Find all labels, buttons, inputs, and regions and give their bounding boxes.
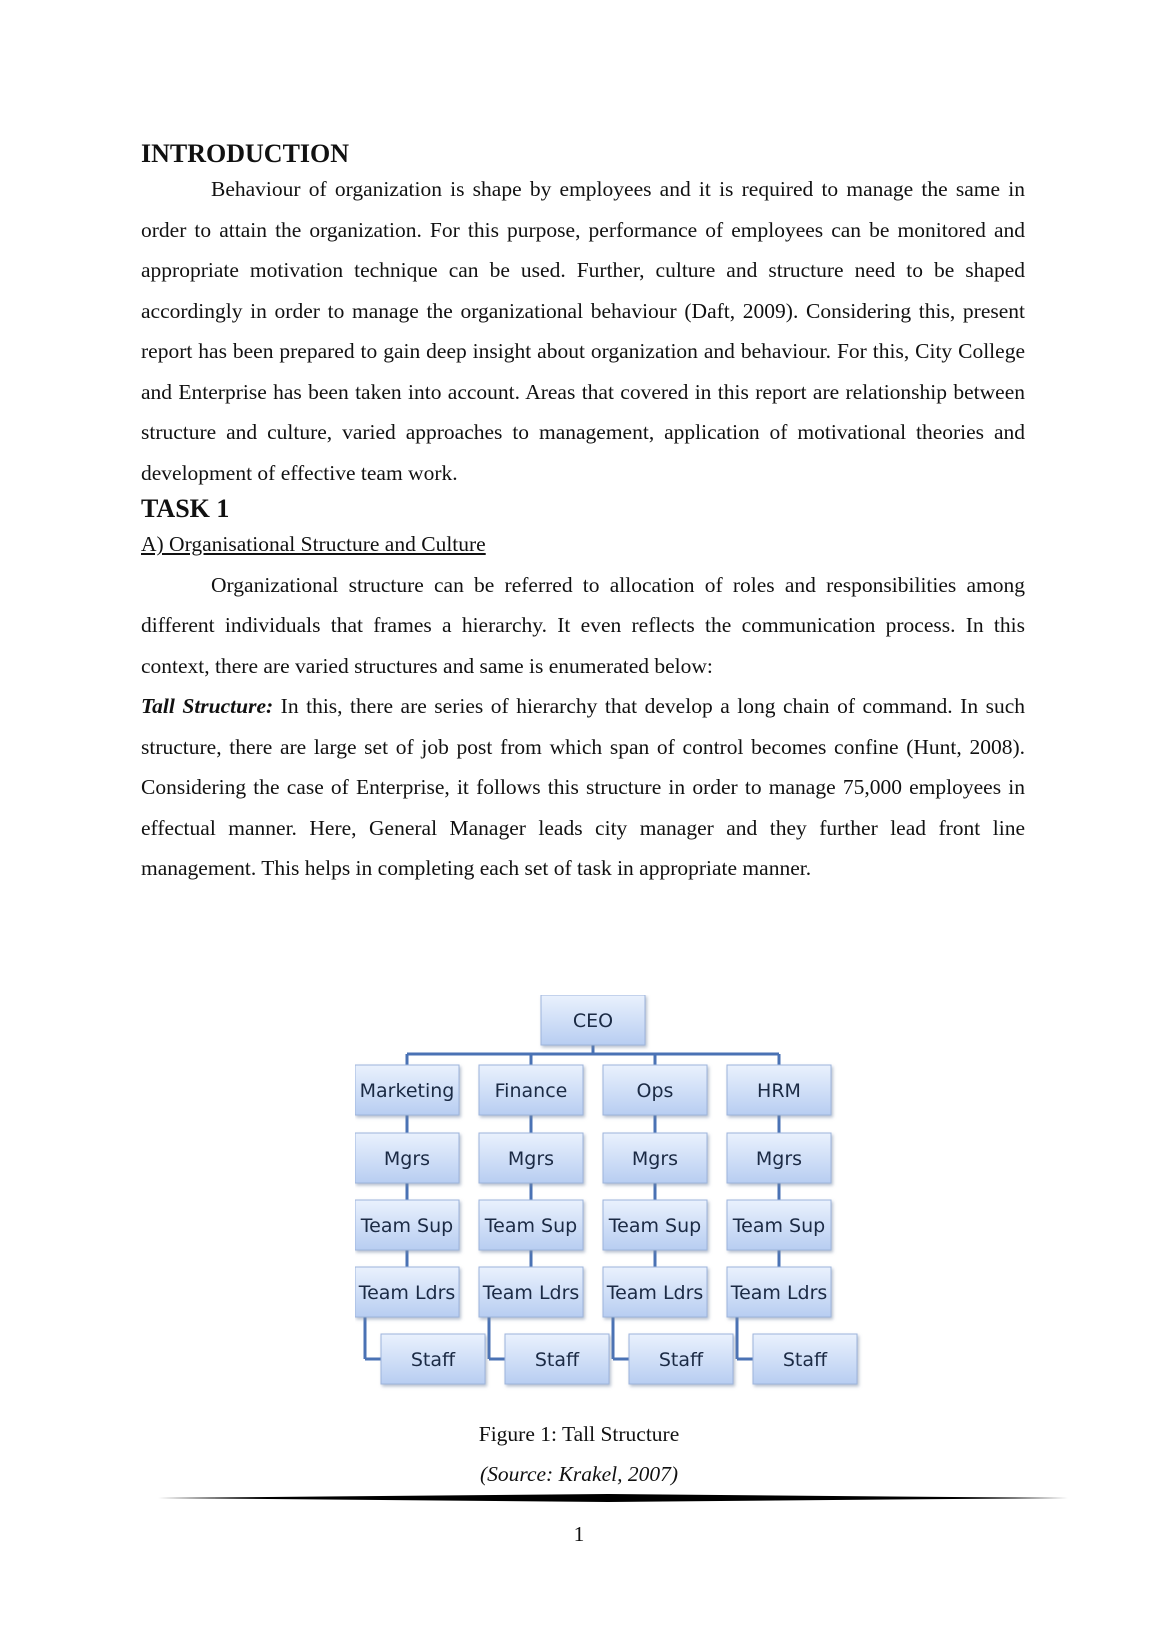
org-node-team-ldrs	[603, 1267, 707, 1317]
tall-structure-term: Tall Structure:	[141, 694, 274, 719]
org-node-dept-ops-label: Ops	[636, 1080, 674, 1102]
structure-culture-subheading: A) Organisational Structure and Culture	[141, 532, 486, 557]
org-node-team-ldrs	[727, 1267, 831, 1317]
org-node-staff	[505, 1334, 609, 1384]
org-node-staff-label: Staff	[534, 1349, 580, 1371]
org-node-staff	[753, 1334, 857, 1384]
introduction-heading: INTRODUCTION	[141, 139, 350, 168]
org-node-mgrs-label: Mgrs	[507, 1148, 555, 1170]
footer-rule	[158, 1492, 1068, 1504]
figure-source: (Source: Krakel, 2007)	[479, 1462, 679, 1486]
org-node-mgrs-label: Mgrs	[631, 1148, 679, 1170]
org-node-ceo-label: CEO	[572, 1010, 614, 1032]
org-node-staff	[381, 1334, 485, 1384]
org-node-team-sup	[603, 1200, 707, 1250]
org-node-mgrs-label: Mgrs	[755, 1148, 803, 1170]
org-node-dept-marketing-label: Marketing	[359, 1080, 455, 1102]
figure-caption: Figure 1: Tall Structure	[478, 1422, 680, 1446]
org-node-team-sup-label: Team Sup	[360, 1215, 454, 1237]
org-node-dept-marketing	[355, 1065, 459, 1115]
org-node-team-sup	[727, 1200, 831, 1250]
org-node-staff-label: Staff	[658, 1349, 704, 1371]
org-node-team-ldrs-label: Team Ldrs	[482, 1282, 580, 1304]
org-node-team-ldrs	[479, 1267, 583, 1317]
org-node-dept-hrm	[727, 1065, 831, 1115]
introduction-paragraph: Behaviour of organization is shape by employees and it is required to manage the same in order to attain the organization. For this purpose, performance of employees can be monitored and appropriate motivation technique can be used. Further, culture and structure need to be shaped accordingly in order to manage the organizational behaviour (Daft, 2009). Considering this, present report has been prepared to gain deep insight about organization and behaviour. For this, City College and Enterprise has been taken into account. Areas that covered in this report are relationship between structure and culture, varied approaches to management, application of motivational theories and development of effective team work.	[141, 177, 1025, 485]
org-node-team-sup-label: Team Sup	[608, 1215, 702, 1237]
document-body	[141, 138, 1025, 889]
org-node-dept-finance-label: Finance	[494, 1080, 568, 1102]
org-node-team-sup	[479, 1200, 583, 1250]
tall-structure-paragraph	[141, 686, 1025, 889]
page-number: 1	[573, 1522, 585, 1546]
org-node-team-ldrs	[355, 1267, 459, 1317]
task1-heading: TASK 1	[141, 494, 230, 524]
org-node-mgrs	[479, 1133, 583, 1183]
tall-structure-text: In this, there are series of hierarchy that develop a long chain of command. In such structure, there are large set of job post from which span of control becomes confine (Hunt, 2008). Considering the case of Enterprise, it follows this structure in order to manage 75,000 employees in effectual manner. Here, General Manager leads city manager and they further lead front line management. This helps in completing each set of task in appropriate manner.	[141, 694, 1025, 881]
org-node-team-sup-label: Team Sup	[484, 1215, 578, 1237]
org-node-mgrs	[355, 1133, 459, 1183]
org-node-staff	[629, 1334, 733, 1384]
tall-structure-org-chart	[355, 995, 875, 1395]
org-node-mgrs	[603, 1133, 707, 1183]
org-node-ceo	[541, 995, 645, 1045]
org-node-mgrs	[727, 1133, 831, 1183]
org-node-team-sup	[355, 1200, 459, 1250]
org-node-team-sup-label: Team Sup	[732, 1215, 826, 1237]
org-node-dept-finance	[479, 1065, 583, 1115]
org-node-team-ldrs-label: Team Ldrs	[358, 1282, 456, 1304]
org-node-dept-ops	[603, 1065, 707, 1115]
org-node-mgrs-label: Mgrs	[383, 1148, 431, 1170]
org-node-staff-label: Staff	[782, 1349, 828, 1371]
org-node-team-ldrs-label: Team Ldrs	[606, 1282, 704, 1304]
org-node-team-ldrs-label: Team Ldrs	[730, 1282, 828, 1304]
org-node-dept-hrm-label: HRM	[757, 1080, 801, 1102]
structure-paragraph: Organizational structure can be referred to allocation of roles and responsibilities among different individuals that frames a hierarchy. It even reflects the communication process. In this context, there are varied structures and same is enumerated below:	[141, 572, 1025, 678]
org-node-staff-label: Staff	[410, 1349, 456, 1371]
